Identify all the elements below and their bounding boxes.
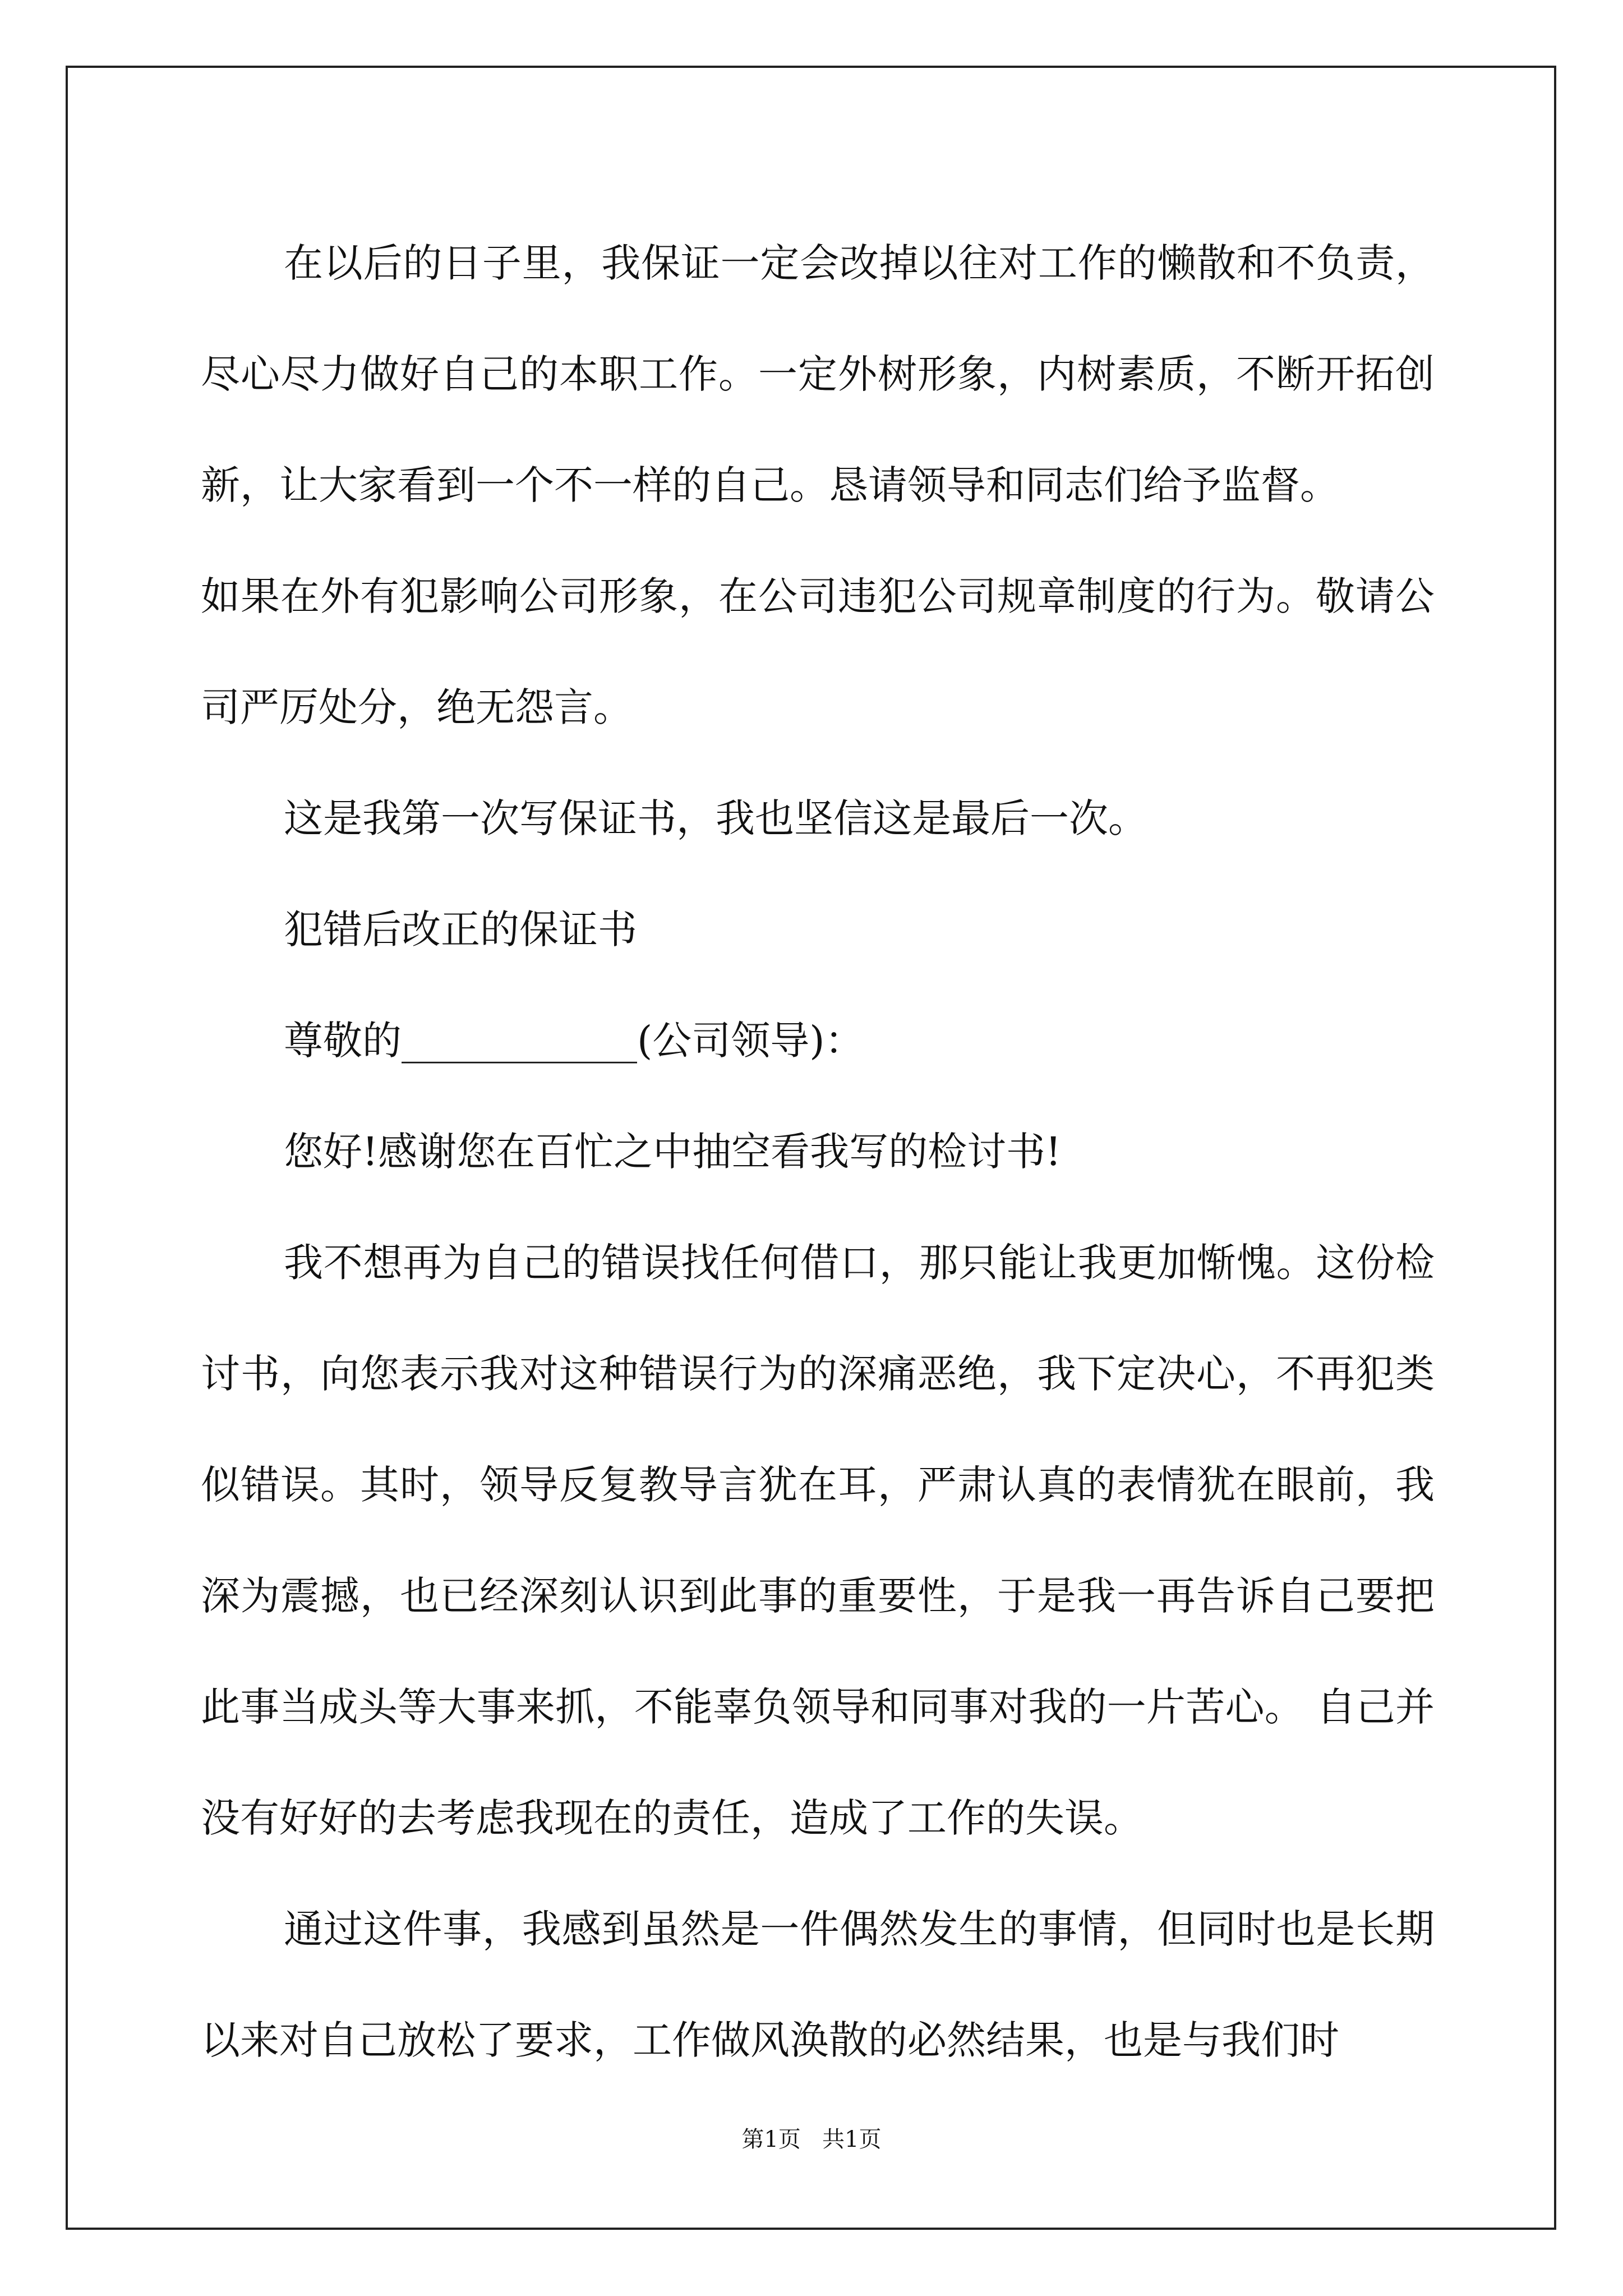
page-number: 第1页 共1页	[741, 2127, 882, 2152]
paragraph-7: 我不想再为自己的错误找任何借口，那只能让我更加惭愧。这份检讨书，向您表示我对这种错误行为的深痛恶绝，我下定决心，不再犯类似错误。其时，领导反复教导言犹在耳，严肃认真的表情犹在眼前，我深为震撼，也已经深刻认识到此事的重要性，于是我一再告诉自己要把此事当成头等大事来抓，不能辜负领导和同事对我的一片苦心。 自己并没有好好的去考虑我现在的责任，造成了工作的失误。	[201, 1240, 1435, 1841]
paragraph-2: 如果在外有犯影响公司形象，在公司违犯公司规章制度的行为。敬请公司严厉处分，绝无怨言。	[201, 573, 1435, 730]
greeting: 您好!感谢您在百忙之中抽空看我写的检讨书!	[284, 1129, 1062, 1175]
section-title: 犯错后改正的保证书	[284, 907, 637, 953]
document-body	[201, 208, 1435, 2096]
paragraph-8: 通过这件事，我感到虽然是一件偶然发生的事情，但同时也是长期以来对自己放松了要求，工作做风涣散的必然结果，也是与我们时	[201, 1906, 1435, 2063]
paragraph-3: 这是我第一次写保证书，我也坚信这是最后一次。	[284, 795, 1147, 841]
paragraph-1: 在以后的日子里，我保证一定会改掉以往对工作的懒散和不负责，尽心尽力做好自己的本职工作。一定外树形象，内树素质，不断开拓创新，让大家看到一个不一样的自己。恳请领导和同志们给予监督。	[201, 240, 1435, 508]
salutation: 尊敬的____________(公司领导)：	[284, 1018, 864, 1064]
